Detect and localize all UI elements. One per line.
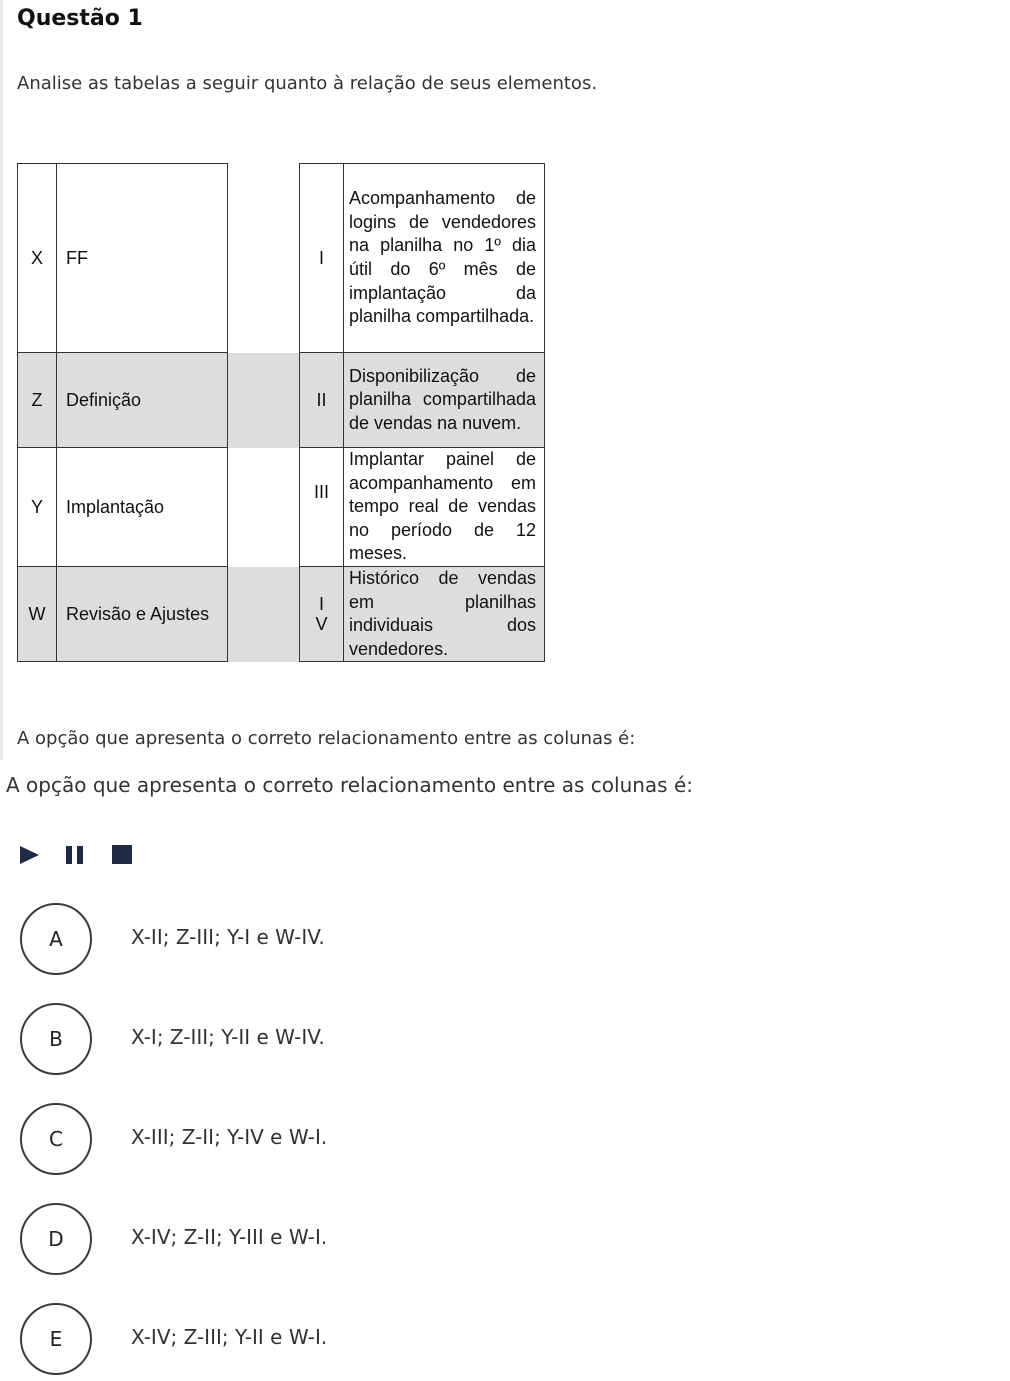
option-a[interactable] bbox=[20, 903, 720, 975]
option-c[interactable] bbox=[20, 1103, 720, 1175]
question-title: Questão 1 bbox=[17, 6, 143, 31]
question-intro: Analise as tabelas a seguir quanto à relação de seus elementos. bbox=[17, 73, 598, 94]
option-letter[interactable]: A bbox=[20, 903, 92, 975]
option-text[interactable]: X-IV; Z-III; Y-II e W-I. bbox=[131, 1325, 328, 1349]
option-d[interactable] bbox=[20, 1203, 720, 1275]
option-b[interactable] bbox=[20, 1003, 720, 1075]
option-letter[interactable]: C bbox=[20, 1103, 92, 1175]
spacer-cell bbox=[228, 567, 300, 662]
option-text[interactable]: X-III; Z-II; Y-IV e W-I. bbox=[131, 1125, 328, 1149]
option-letter[interactable]: B bbox=[20, 1003, 92, 1075]
table-row bbox=[18, 567, 545, 662]
row-roman: II bbox=[300, 353, 344, 448]
option-text[interactable]: X-I; Z-III; Y-II e W-IV. bbox=[131, 1025, 325, 1049]
pause-icon[interactable] bbox=[66, 846, 84, 864]
row-letter: W bbox=[18, 567, 57, 662]
spacer-cell bbox=[228, 353, 300, 448]
option-text[interactable]: X-IV; Z-II; Y-III e W-I. bbox=[131, 1225, 328, 1249]
left-accent-bar bbox=[0, 0, 3, 760]
option-letter[interactable]: D bbox=[20, 1203, 92, 1275]
option-letter[interactable]: E bbox=[20, 1303, 92, 1375]
question-prompt: A opção que apresenta o correto relacionamento entre as colunas é: bbox=[17, 728, 636, 749]
relation-table bbox=[17, 163, 545, 662]
row-roman: I bbox=[300, 164, 344, 353]
row-description: Acompanhamento de logins de vendedores na planilha no 1º dia útil do 6º mês de implantação da planilha compartilhada. bbox=[344, 164, 545, 353]
question-prompt-repeat: A opção que apresenta o correto relacionamento entre as colunas é: bbox=[6, 773, 694, 797]
spacer-cell bbox=[228, 164, 300, 353]
spacer-cell bbox=[228, 448, 300, 567]
stop-icon[interactable] bbox=[112, 845, 132, 864]
row-letter: X bbox=[18, 164, 57, 353]
row-description: Histórico de vendas em planilhas individuais dos vendedores. bbox=[344, 567, 545, 662]
table-row bbox=[18, 353, 545, 448]
row-letter: Y bbox=[18, 448, 57, 567]
table-row bbox=[18, 448, 545, 567]
table-row bbox=[18, 164, 545, 353]
row-roman: IV bbox=[300, 567, 344, 662]
row-label: Implantação bbox=[57, 448, 228, 567]
row-roman: III bbox=[300, 448, 344, 567]
row-label: FF bbox=[57, 164, 228, 353]
row-label: Definição bbox=[57, 353, 228, 448]
option-e[interactable] bbox=[20, 1303, 720, 1375]
play-icon[interactable] bbox=[20, 846, 39, 864]
row-description: Implantar painel de acompanhamento em tempo real de vendas no período de 12 meses. bbox=[344, 448, 545, 567]
option-text[interactable]: X-II; Z-III; Y-I e W-IV. bbox=[131, 925, 325, 949]
row-label: Revisão e Ajustes bbox=[57, 567, 228, 662]
row-letter: Z bbox=[18, 353, 57, 448]
row-description: Disponibilização de planilha compartilhada de vendas na nuvem. bbox=[344, 353, 545, 448]
